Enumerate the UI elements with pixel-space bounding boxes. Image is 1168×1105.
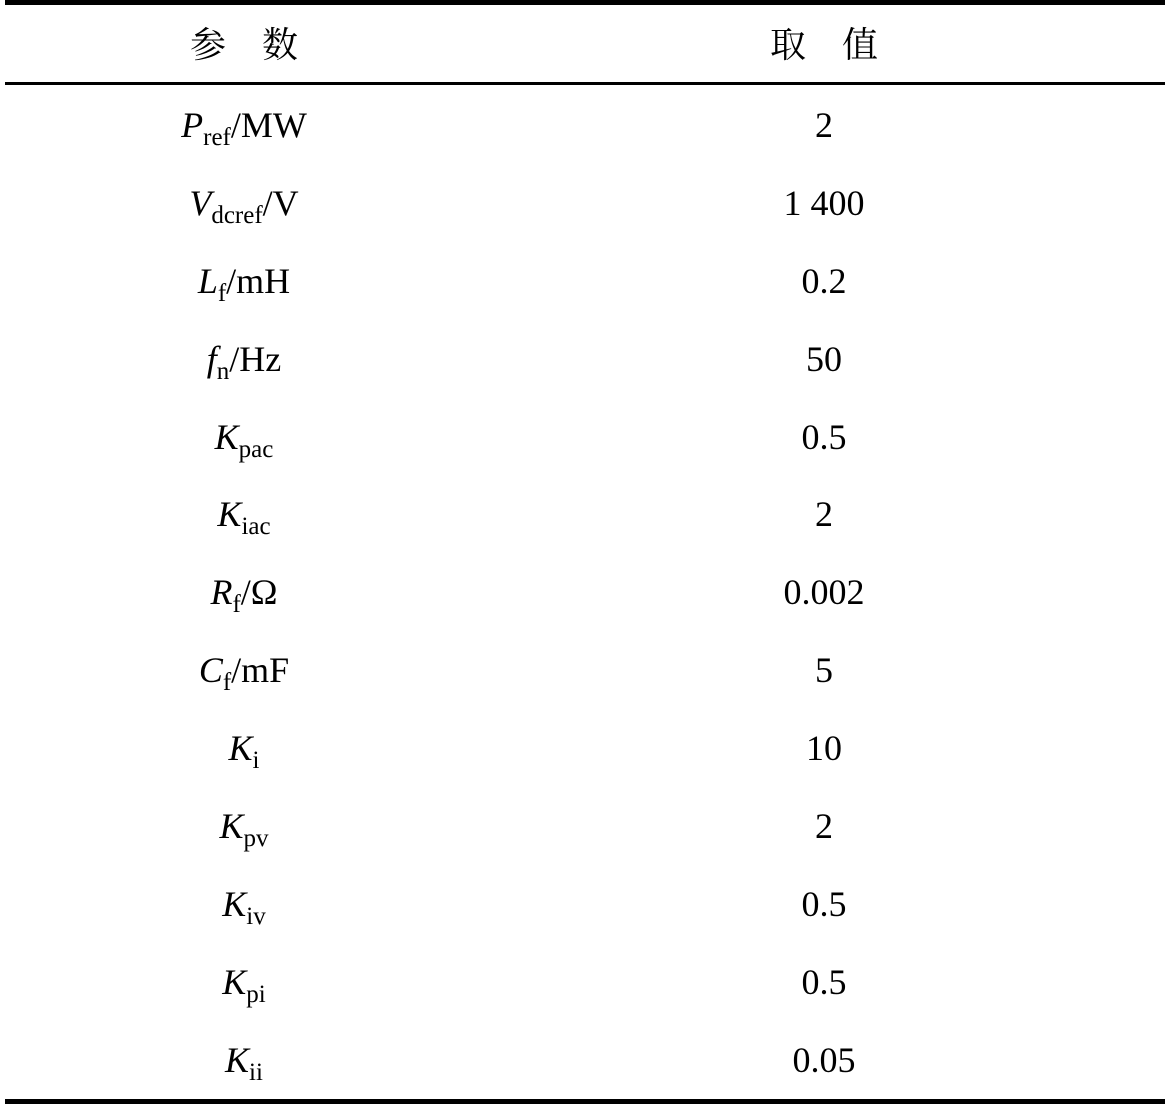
param-cell [5,243,483,321]
param-symbol: L [197,260,218,301]
param-symbol: f [206,338,217,379]
value-cell: 2 [815,105,833,145]
table-row [5,243,1165,321]
table-row [5,476,1165,554]
table-row [5,710,1165,788]
table-row [5,788,1165,866]
param-subscript: f [217,279,227,307]
table-header-rule [5,82,1165,85]
param-cell [5,944,483,1022]
value-cell: 10 [806,728,842,769]
table-row [5,399,1165,477]
param-cell [5,476,483,554]
param-symbol: K [225,1039,250,1080]
param-unit: /V [262,182,299,223]
value-cell: 0.002 [783,572,865,613]
param-subscript: pac [238,435,274,463]
param-symbol: K [219,806,244,847]
param-symbol: K [222,883,247,924]
param-cell [5,321,483,399]
param-symbol: K [214,416,239,457]
table-bottom-rule [5,1099,1165,1104]
value-cell: 0.5 [801,961,847,1002]
value-cell: 0.2 [801,260,847,301]
param-symbol: K [217,494,242,535]
param-subscript: ii [249,1058,263,1086]
value-cell: 50 [806,338,842,379]
param-unit: /Ω [240,572,278,613]
param-subscript: dcref [211,201,263,229]
header-param: 参 数 [189,25,298,65]
param-subscript: f [222,669,232,697]
table-row [5,632,1165,710]
param-cell [5,866,483,944]
param-cell [5,554,483,632]
param-subscript: iv [246,902,266,930]
param-unit: /mH [226,260,291,301]
param-unit: /Hz [229,338,282,379]
param-subscript: pi [246,980,266,1008]
param-subscript: ref [203,124,231,151]
value-cell: 2 [815,806,833,847]
param-subscript: i [252,747,260,775]
param-subscript: pv [243,825,269,853]
param-symbol: K [228,728,253,769]
table-body [5,87,1165,1099]
table-row [5,944,1165,1022]
table-row [5,1022,1165,1100]
value-cell: 0.05 [792,1039,856,1080]
param-cell [5,1022,483,1100]
table-row [5,321,1165,399]
param-symbol: R [210,572,233,613]
param-symbol: C [198,650,223,691]
value-cell: 1 400 [783,182,865,223]
param-symbol: K [222,961,247,1002]
header-value: 取 值 [769,25,878,65]
param-symbol: V [189,182,212,223]
param-subscript: iac [241,513,271,541]
param-cell [5,710,483,788]
param-unit: /MW [230,105,307,145]
param-unit: /mF [231,650,290,691]
param-cell [5,165,483,243]
value-cell: 5 [815,650,833,691]
param-cell [5,788,483,866]
table-row [5,87,1165,165]
table-row [5,554,1165,632]
table-row [5,866,1165,944]
param-cell [5,399,483,477]
table-header-row [5,5,1165,82]
param-subscript: n [216,357,230,385]
param-cell [5,87,483,165]
param-subscript: f [232,591,241,619]
param-symbol: P [181,105,204,145]
value-cell: 0.5 [801,416,847,457]
value-cell: 0.5 [801,883,847,924]
param-cell [5,632,483,710]
value-cell: 2 [815,494,833,535]
table-row [5,165,1165,243]
